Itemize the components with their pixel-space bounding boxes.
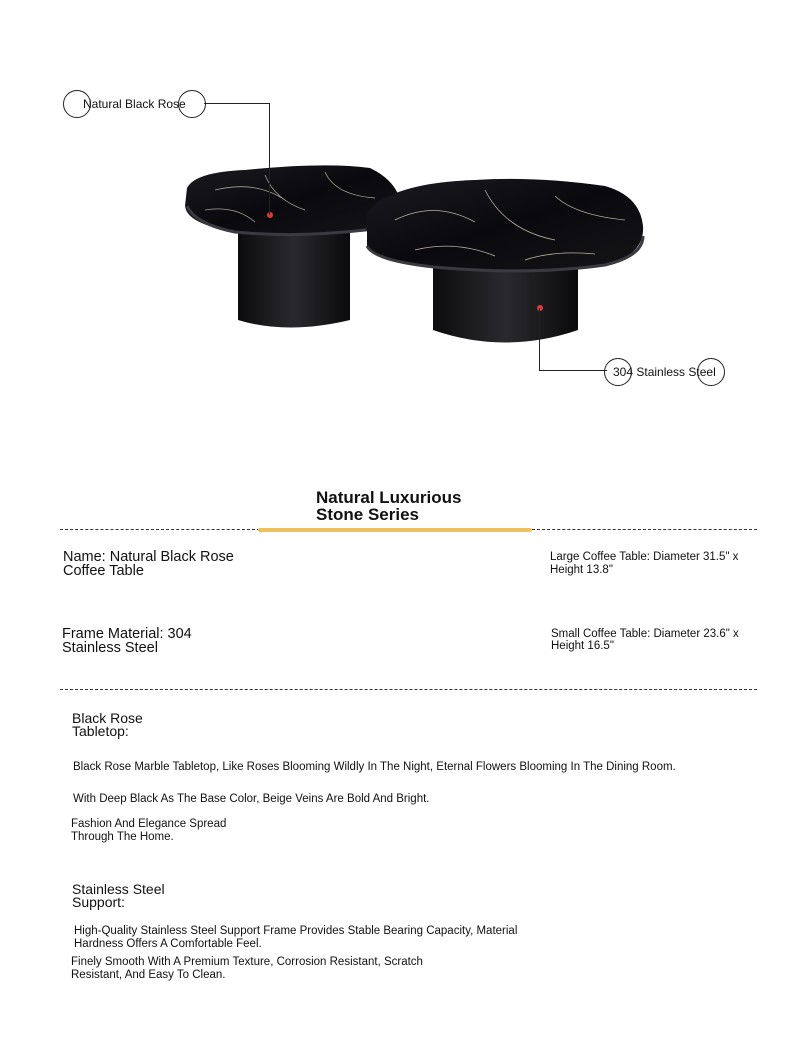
spec-name-line1: Name: Natural Black Rose [63,549,234,565]
divider-top-left [60,529,260,530]
callout-stainless-steel: 304 Stainless Steel [613,365,716,379]
support-paragraph-2-line2: Resistant, And Easy To Clean. [71,969,226,981]
series-title-line1: Natural Luxurious [316,488,462,507]
tabletop-paragraph-2: With Deep Black As The Base Color, Beige Veins Are Bold And Bright. [73,793,430,805]
divider-top-right [532,529,757,530]
series-title-line2: Stone Series [316,505,419,524]
spec-large-line1: Large Coffee Table: Diameter 31.5" x [550,551,739,563]
support-paragraph-2-line1: Finely Smooth With A Premium Texture, Corrosion Resistant, Scratch [71,956,423,968]
callout-leader-h-bottom [539,370,607,371]
callout-leader-v-bottom [539,308,540,370]
callout-leader-v [269,103,270,215]
callout-leader-h [204,103,270,104]
callout-natural-black-rose: Natural Black Rose [83,97,186,111]
tabletop-title-line2: Tabletop: [72,723,129,739]
tabletop-title-line1: Black Rose [72,710,143,726]
spec-frame-line1: Frame Material: 304 [62,626,192,642]
support-paragraph-1-line2: Hardness Offers A Comfortable Feel. [74,938,262,950]
tabletop-paragraph-3-line1: Fashion And Elegance Spread [71,818,227,830]
support-title-line1: Stainless Steel [72,881,165,897]
tabletop-paragraph-3-line2: Through The Home. [71,831,174,843]
spec-large-line2: Height 13.8" [550,564,613,576]
support-paragraph-1-line1: High-Quality Stainless Steel Support Frame Provides Stable Bearing Capacity, Material [74,925,518,937]
spec-name-line2: Coffee Table [63,563,144,579]
title-underline [258,528,532,532]
spec-small-line2: Height 16.5" [551,640,614,652]
tabletop-paragraph-1: Black Rose Marble Tabletop, Like Roses Blooming Wildly In The Night, Eternal Flowers Blooming In The Dining Room. [73,761,676,773]
divider-bottom [60,689,757,690]
support-title-line2: Support: [72,894,125,910]
coffee-tables-photo [175,160,655,360]
spec-small-line1: Small Coffee Table: Diameter 23.6" x [551,628,739,640]
spec-frame-line2: Stainless Steel [62,640,158,656]
